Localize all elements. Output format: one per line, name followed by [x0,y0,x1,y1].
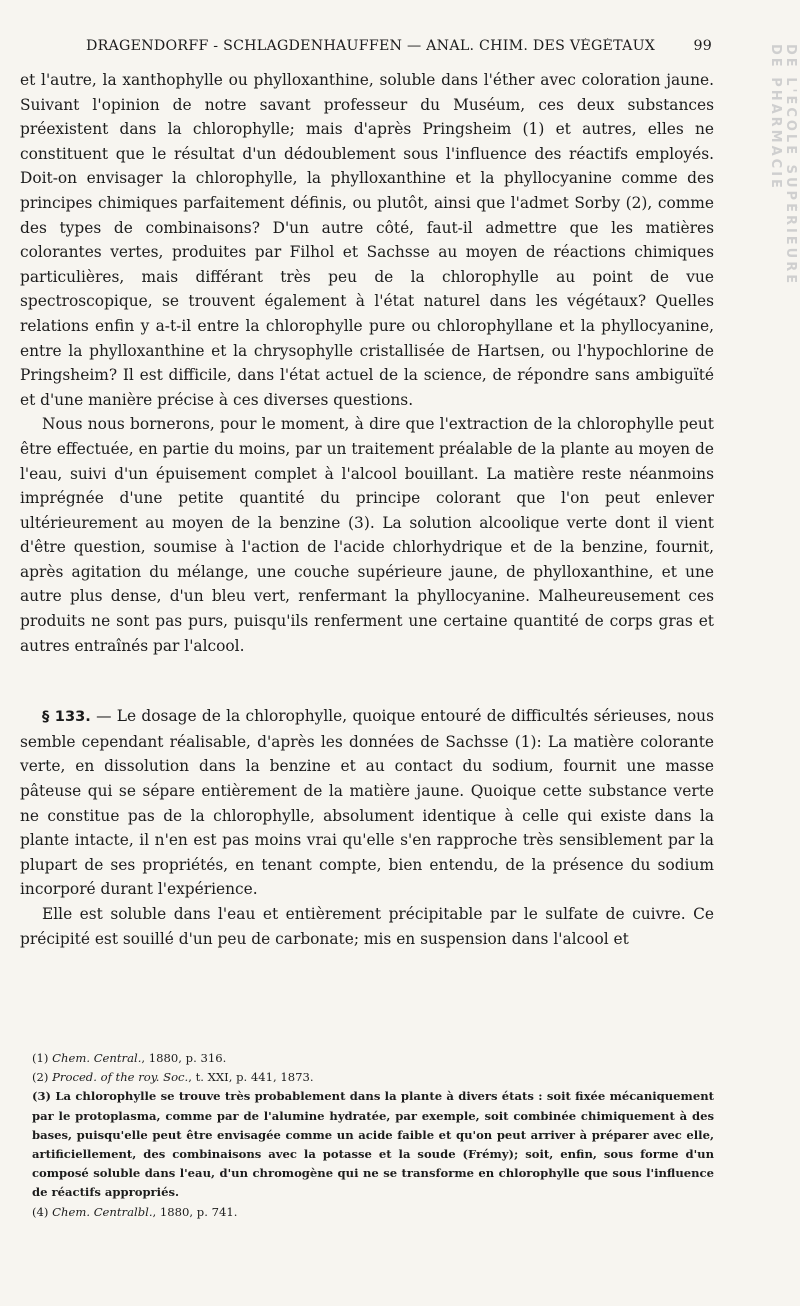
page-number: 99 [693,38,712,54]
library-stamp-text: DE L'ÉCOLE SUPÉRIEURE DE PHARMACIE [768,44,798,287]
footnote-1-number: (1) [32,1051,49,1065]
footnote-4-source: Chem. Centralbl. [52,1204,153,1219]
footnote-3-text: La chlorophylle se trouve très probablement dans la plante à divers états : soit fixée mécaniquement par le protoplasma, comme par de l'alumine hydratée, par exemple, soit combinée chimiquement à des bases, puisqu'elle peut être envisagée comme un acide faible et qu'on peut arriver à préparer avec elle, artificiellement, des combinaisons avec la potasse et la soude (Frémy); soit, enfin, sous forme d'un composé soluble dans l'eau, d'un chromogène qui ne se transforme en chlorophylle que sous l'influence de réactifs appropriés. [32,1089,714,1200]
footnote-2 [20,1068,714,1087]
footnotes [20,1049,714,1222]
running-header [86,38,712,60]
footnote-1-ref: , 1880, p. 316. [141,1051,227,1065]
footnote-1-source: Chem. Central. [52,1051,142,1065]
footnote-3-number: (3) [32,1089,52,1104]
footnote-4 [20,1203,714,1222]
paragraph-1: et l'autre, la xanthophylle ou phylloxanthine, soluble dans l'éther avec coloration jaune. Suivant l'opinion de notre savant professeur du Muséum, ces deux substances préexistent dans la chlorophylle; mais d'après Pringsheim (1) et autres, elles ne constituent que le résultat d'un dédoublement sous l'influence des réactifs employés. Doit-on envisager la chlorophylle, la phylloxanthine et la phyllocyanine comme des principes chimiques parfaitement définis, ou plutôt, ainsi que l'admet Sorby (2), comme des types de combinaisons? D'un autre côté, faut-il admettre que les matières colorantes vertes, produites par Filhol et Sachsse au moyen de réactions chimiques particulières, mais différant très peu de la chlorophylle au point de vue spectroscopique, se trouvent également à l'état naturel dans les végétaux? Quelles relations enfin y a-t-il entre la chlorophylle pure ou chlorophyllane et la phyllocyanine, entre la phylloxanthine et la chrysophylle cristallisée de Hartsen, ou l'hypochlorine de Pringsheim? Il est difficile, dans l'état actuel de la science, de répondre sans ambiguïté et d'une manière précise à ces diverses questions. [20,71,714,409]
footnote-4-number: (4) [32,1204,49,1219]
footnote-1 [20,1049,714,1068]
footnote-3 [20,1087,714,1202]
footnote-4-ref: , 1880, p. 741. [152,1204,238,1219]
footnote-2-number: (2) [32,1070,49,1085]
paragraph-4: Elle est soluble dans l'eau et entièrement précipitable par le sulfate de cuivre. Ce précipité est souillé d'un peu de carbonate; mis en suspension dans l'alcool et [20,905,714,948]
paragraph-3-text: — Le dosage de la chlorophylle, quoique entouré de difficultés sérieuses, nous semble cependant réalisable, d'après les données de Sachsse (1): La matière colorante verte, en dissolution dans la benzine et au contact du sodium, fournit une masse pâteuse qui se sépare entièrement de la matière jaune. Quoique cette substance verte ne constitue pas de la chlorophylle, absolument identique à celle qui existe dans la plante intacte, il n'en est pas moins vrai qu'elle s'en rapproche très sensiblement par la plupart de ses propriétés, en tenant compte, bien entendu, de la présence du sodium incorporé durant l'expérience. [20,707,714,899]
footnote-2-source: Proced. of the roy. Soc. [52,1070,189,1085]
main-text [20,68,714,951]
running-title: DRAGENDORFF - SCHLAGDENHAUFFEN — ANAL. CHIM. DES VÉGÉTAUX [86,38,656,54]
footnote-2-ref: , t. XXI, p. 441, 1873. [188,1070,314,1085]
paragraph-2: Nous nous bornerons, pour le moment, à dire que l'extraction de la chlorophylle peut être effectuée, en partie du moins, par un traitement préalable de la plante au moyen de l'eau, suivi d'un épuisement complet à l'alcool bouillant. La matière reste néanmoins imprégnée d'une petite quantité du principe colorant que l'on peut enlever ultérieurement au moyen de la benzine (3). La solution alcoolique verte dont il vient d'être question, soumise à l'action de l'acide chlorhydrique et de la benzine, fournit, après agitation du mélange, une couche supérieure jaune, de phylloxanthine, et une autre plus dense, d'un bleu vert, renfermant la phyllocyanine. Malheureusement ces produits ne sont pas purs, puisqu'ils renferment une certaine quantité de corps gras et autres entraînés par l'alcool. [20,415,714,655]
paragraph-3 [20,704,714,902]
section-number: § 133. [42,708,91,726]
library-stamp [752,44,798,436]
